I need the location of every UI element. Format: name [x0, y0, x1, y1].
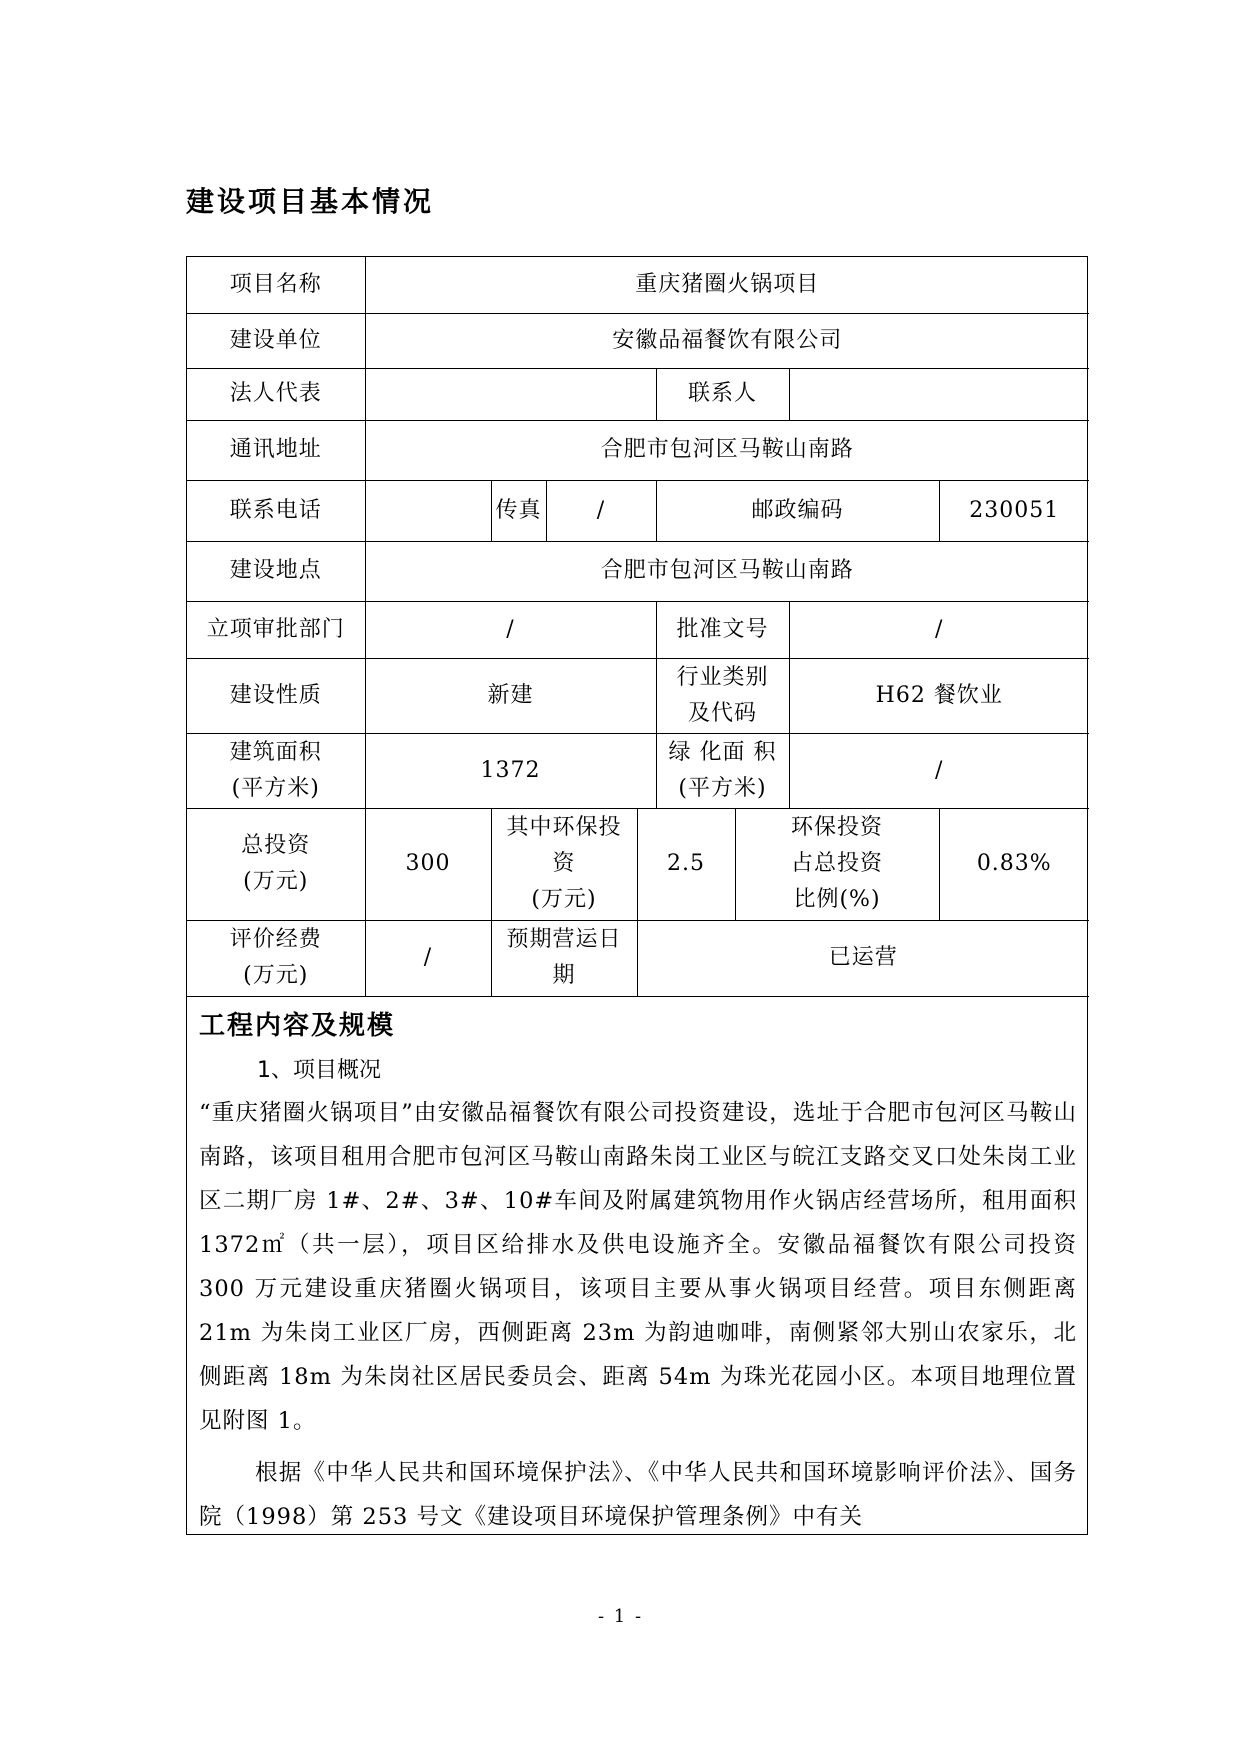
- builder-value: 安徽品福餐饮有限公司: [365, 313, 1089, 368]
- row-investment: [187, 808, 1089, 920]
- address-label: 通讯地址: [187, 420, 365, 480]
- approval-no-value: /: [789, 601, 1089, 658]
- floor-area-label: [187, 733, 365, 808]
- row-phone: [187, 480, 1089, 541]
- green-area-value: /: [789, 733, 1089, 808]
- nature-label: 建设性质: [187, 658, 365, 733]
- env-invest-label: [491, 808, 637, 920]
- row-address: [187, 420, 1089, 480]
- industry-label-line2: 及代码: [687, 700, 757, 726]
- postcode-label: 邮政编码: [656, 480, 939, 541]
- floor-area-label-line2: (平方米): [231, 775, 320, 801]
- address-value: 合肥市包河区马鞍山南路: [365, 420, 1089, 480]
- row-site: [187, 541, 1089, 601]
- builder-label: 建设单位: [187, 313, 365, 368]
- env-ratio-label: [735, 808, 939, 920]
- legal-rep-value: [365, 368, 656, 420]
- legal-rep-label: 法人代表: [187, 368, 365, 420]
- green-area-label-line1: 绿 化面 积: [668, 739, 777, 765]
- industry-value: H62 餐饮业: [789, 658, 1089, 733]
- fax-label: 传真: [491, 480, 546, 541]
- section-subtitle: 1、项目概况: [257, 1057, 381, 1083]
- contact-person-label: 联系人: [656, 368, 789, 420]
- floor-area-label-line1: 建筑面积: [229, 739, 322, 765]
- green-area-label-line2: (平方米): [678, 775, 767, 801]
- approval-dept-label: 立项审批部门: [187, 601, 365, 658]
- page-title: 建设项目基本情况: [186, 185, 435, 218]
- env-ratio-label-line1: 环保投资: [790, 815, 883, 840]
- paragraph-legal-basis: 根据《中华人民共和国环境保护法》、《中华人民共和国环境影响评价法》、国务院（1998）第 253 号文《建设项目环境保护管理条例》中有关: [199, 1459, 1077, 1530]
- fax-value: /: [546, 480, 656, 541]
- eval-fee-value: /: [365, 920, 491, 996]
- approval-no-label: 批准文号: [656, 601, 789, 658]
- site-label: 建设地点: [187, 541, 365, 601]
- contact-person-value: [789, 368, 1089, 420]
- total-invest-label-line2: (万元): [243, 869, 309, 894]
- env-invest-label-line1: 其中环保投资: [506, 815, 622, 876]
- env-ratio-value: 0.83%: [939, 808, 1089, 920]
- industry-label: [656, 658, 789, 733]
- operation-date-value: 已运营: [637, 920, 1089, 996]
- eval-fee-label-line1: 评价经费: [229, 927, 322, 952]
- operation-date-label: 预期营运日期: [491, 920, 637, 996]
- project-info-frame: [186, 256, 1088, 1535]
- total-invest-label-line1: 总投资: [241, 833, 311, 858]
- row-builder: [187, 313, 1089, 368]
- page-number: - 1 -: [597, 1606, 644, 1627]
- row-legal-rep: [187, 368, 1089, 420]
- floor-area-value: 1372: [365, 733, 656, 808]
- phone-value: [365, 480, 491, 541]
- section-title: 工程内容及规模: [199, 1010, 396, 1041]
- env-ratio-label-line2: 占总投资: [790, 851, 883, 876]
- site-value: 合肥市包河区马鞍山南路: [365, 541, 1089, 601]
- env-ratio-label-line3: 比例(%): [793, 887, 881, 912]
- green-area-label: [656, 733, 789, 808]
- total-invest-value: 300: [365, 808, 491, 920]
- phone-label: 联系电话: [187, 480, 365, 541]
- eval-fee-label-line2: (万元): [243, 963, 309, 988]
- postcode-value: 230051: [939, 480, 1089, 541]
- paragraph-overview: “重庆猪圈火锅项目”由安徽品福餐饮有限公司投资建设，选址于合肥市包河区马鞍山南路，该项目租用合肥市包河区马鞍山南路朱岗工业区与皖江支路交叉口处朱岗工业区二期厂房 1#、2#、3#、10#车间及附属建筑物用作火锅店经营场所，租用面积 1372㎡（共一层），项目区给排水及供电设施齐全。安徽品福餐饮有限公司投资 300 万元建设重庆猪圈火锅项目，该项目主要从事火锅项目经营。项目东侧距离 21m 为朱岗工业区厂房，西侧距离 23m 为韵迪咖啡，南侧紧邻大别山农家乐，北侧距离 18m 为朱岗社区居民委员会、距离 54m 为珠光花园小区。本项目地理位置见附图 1。: [199, 1099, 1077, 1434]
- env-invest-label-line2: (万元): [531, 887, 597, 912]
- project-name-value: 重庆猪圈火锅项目: [365, 257, 1089, 313]
- project-name-label: 项目名称: [187, 257, 365, 313]
- row-approval: [187, 601, 1089, 658]
- row-area: [187, 733, 1089, 808]
- row-project-name: [187, 257, 1089, 313]
- approval-dept-value: /: [365, 601, 656, 658]
- row-eval-fee: [187, 920, 1089, 996]
- row-nature: [187, 658, 1089, 733]
- eval-fee-label: [187, 920, 365, 996]
- env-invest-value: 2.5: [637, 808, 735, 920]
- project-info-table: [187, 257, 1089, 997]
- total-invest-label: [187, 808, 365, 920]
- nature-value: 新建: [365, 658, 656, 733]
- industry-label-line1: 行业类别: [676, 664, 769, 690]
